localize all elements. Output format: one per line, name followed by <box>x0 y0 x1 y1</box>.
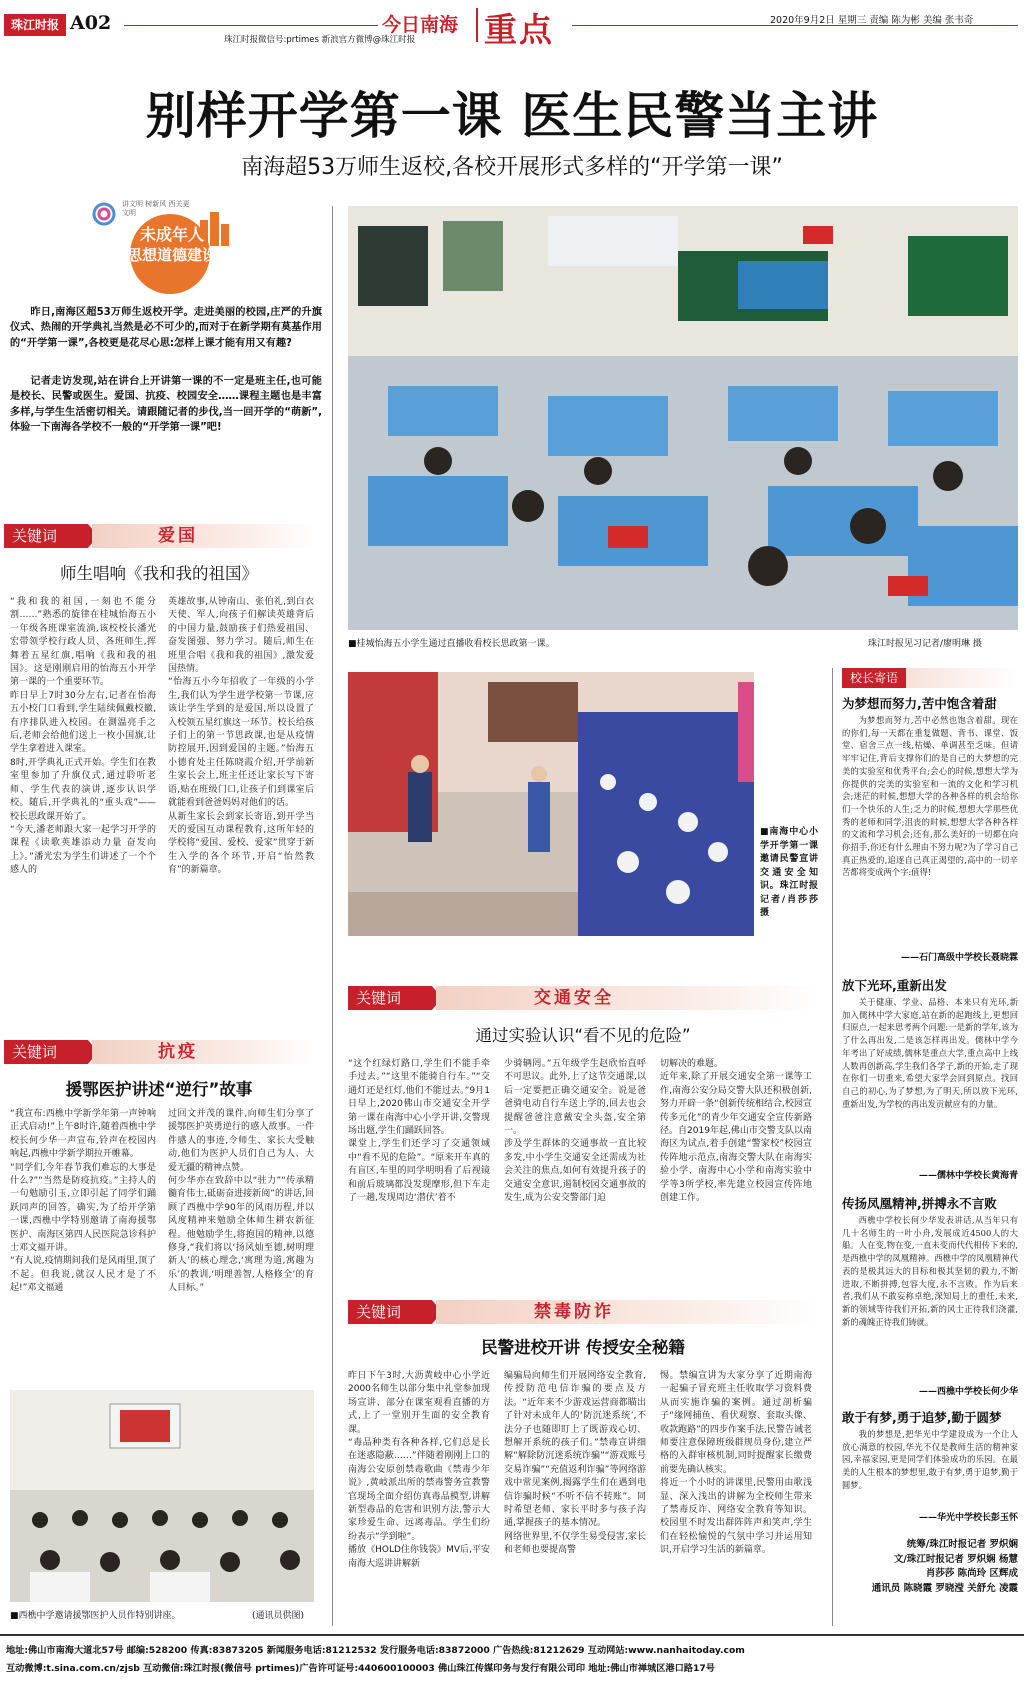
credit-line-3: 肖莎莎 陈尚玲 区辉成 <box>925 1568 1018 1579</box>
masthead <box>0 0 1024 50</box>
keyword-bar-drugs <box>348 1300 818 1324</box>
doctor-lecture-photo <box>10 1390 314 1602</box>
keyword-bar-traffic <box>348 986 818 1010</box>
keyword-band <box>436 1300 818 1324</box>
paper-logo: 珠江时报 <box>4 14 66 36</box>
keyword-tag: 关键词 <box>4 1040 88 1064</box>
intro-paragraph-2: 记者走访发现,站在讲台上开讲第一课的不一定是班主任,也可能是校长、民警或医生。爱国、抗疫、校园安全……课程主题也是丰富多样,与学生生活密切相关。请跟随记者的步伐,当一回开学的“萌新”,体验一下南海各学校不一般的“开学第一课”吧! <box>10 376 322 434</box>
wechat-line: 珠江时报微信号:prtimes 新浪官方微博@珠江时报 <box>224 35 416 45</box>
principal-tag: 校长寄语 <box>842 668 906 688</box>
keyword-topic: 爱国 <box>158 526 198 546</box>
masthead-rule-left <box>124 25 378 26</box>
antiepidemic-subhead: 援鄂医护讲述“逆行”故事 <box>65 1080 253 1099</box>
footer-line-1: 地址:佛山市南海大道北57号 邮编:528200 传真:83873205 新闻服务电话:81212532 发行服务电话:83872000 广告热线:81212629 互动网站:www.nanhaitoday.com <box>6 1645 745 1656</box>
doctor-photo-credit: (通讯员供图) <box>252 1611 305 1621</box>
patriotism-subhead: 师生唱响《我和我的祖国》 <box>60 564 258 583</box>
keyword-bar-patriotism <box>4 524 314 548</box>
auditorium-illustration <box>348 672 754 936</box>
drugs-col1: 昨日下午3时,大沥黄岐中心小学近2000名师生以部分集中礼堂参加现场宣讲、部分在课室观看直播的方式,上了一堂别开生面的安全教育课。 “毒品种类有各种各样,它们总是长在迷惑隐蔽……”伴随着刚刚上口的南海公安原创禁毒歌曲《禁毒少年说》,黄岐派出所的禁毒警务宣教警官现场全面介绍仿真毒品模型,讲解新型毒品的危害和识别方法,警示大家珍爱生命、远离毒品。学生们纷纷表示“学到啦”。 播放《HOLD住你钱袋》MV后,平安南海大巡讲讲解新 <box>348 1371 490 1569</box>
principal-a2-title: 放下光环,重新出发 <box>842 978 947 993</box>
principal-a3-sign: ——西樵中学校长何少华 <box>918 1387 1018 1397</box>
main-photo-caption: ■桂城怡海五小学生通过直播收看校长思政第一课。 <box>348 639 555 649</box>
classroom-illustration <box>348 206 1018 630</box>
traffic-col2: 少骑辆罔。”五年级学生赵欣怡直呼不可思议。此外,上了这节交通课,以后一定要把正确交通安全。说是爸爸骑电动自行车送上学的,回去也会提醒爸爸注意戴安全头盔,安全第一。 涉及学生群体的交通事故一直比较多发,中小学生交通安全还需成为社会关注的焦点,如何有效提升孩子的交通安全意识,遏制校园交通事故的发生,成为公安交警部门迫 <box>504 1059 646 1204</box>
logo-line1: 未成年人 <box>139 225 204 244</box>
credits-block <box>842 1538 1018 1596</box>
date-line: 2020年9月2日 星期三 责编 陈为彬 美编 张韦奇 <box>770 15 974 26</box>
principal-a3-body: 西樵中学校长何少华发表讲话,从当年只有几十名师生的一叶小舟,发展成近4500人的大船。人在变,物在变,一直未变而代代相传下来的,是西樵中学的凤凰精神。西樵中学的凤凰精神代表的是极其远大的目标和极其坚韧的毅力,不断进取,不断拼搏,包容大度,永不言败。作为后来者,我们从不敢妄称卓绝,深知局上的重任,未来,新的领域等待我们开拓,新的风士正待我们浇灌,新的魂魄正待我们铸就。 <box>842 1215 1018 1327</box>
section-small: 今日南海 <box>382 14 459 36</box>
lecture-hall-illustration <box>10 1390 314 1602</box>
keyword-topic: 禁毒防诈 <box>534 1302 614 1322</box>
main-classroom-photo <box>348 206 1018 630</box>
principal-tag-bar <box>842 668 1018 688</box>
headline-title: 别样开学第一课 医生民警当主讲 <box>145 87 879 145</box>
keyword-tag: 关键词 <box>4 524 88 548</box>
moral-education-logo <box>82 198 258 296</box>
principal-a1-title: 为梦想而努力,苦中饱含着甜 <box>842 696 997 711</box>
principal-a4-title: 敢于有梦,勇于追梦,勤于圆梦 <box>842 1410 1002 1425</box>
patriotism-col2: 英雄故事,从钟南山、张伯礼,到白衣天使、军人,向孩子们解读英雄背后的中国力量,鼓励孩子们热爱祖国、奋发图强、努力学习。随后,师生在班里合唱《我和我的祖国》,激发爱国热情。 “怡海五小今年招收了一年级的小学生,我们认为学生进学校第一节课,应该让学生学到的是爱国,所以设置了入校领五星红旗这一环节。校长给孩子们上的第一节思政课,也是从疫情防控展开,因到爱国的主题。”怡海五小德育处主任陈晓霞介绍,开学前新生家长会上,班主任还让家长写下寄语,贴在班级门口,让孩子们到课室后就能看到爸爸妈妈对他们的话。 从新生家长会到家长寄语,到开学当天的爱国互动课程教育,这所年轻的学校将“爱国、爱校、爱家”贯穿于新生入学的各个环节,开启“怡然教育”的新篇章。 <box>168 597 314 876</box>
drugs-col2: 编骗局向师生们开展网络安全教育,传授防范电信诈骗的要点及方法。“近年来不少游戏运营商都瞄出了针对未成年人的‘防沉迷系统’,不法分子也随即盯上了既游戏心切、想解开系统的孩子们。”禁毒宣讲细解“解除防沉迷系统诈骗”“游戏账号交易诈骗”“充值返利诈骗”等网络游戏中常见案例,揭露学生们在遇到电信诈骗时候“不听不信不转账”。同时希望老师、家长平时多与孩子沟通,掌握孩子的基本情况。 网络世界里,不仅学生易受侵害,家长和老师也要提高警 <box>504 1371 646 1556</box>
principal-a4-sign: ——华光中学校长彭玉怀 <box>918 1513 1018 1523</box>
drugs-col3: 惕。禁编宣讲为大家分享了近期南海一起骗子冒充班主任收取学习资料费从而实施诈骗的案例。通过剖析骗子“缘网捕鱼、看伏观察、套取头像、收款跑路”的四步作案手法,民警告诫老师要注意保障班级群规员身份,建立严格的入群审核机制,同时提醒家长缴费前要先确认核实。 将近一个小时的讲课里,民警用由歌浅显、深入浅出的讲解为全校师生带来了禁毒反诈、网络安全教育等知识。校园里不时发出群阵阵声和笑声,学生们在轻松愉悦的气氛中学习并运用知识,开启学习生活的新篇章。 <box>660 1371 812 1556</box>
footer <box>0 1634 1024 1681</box>
drugs-subhead: 民警进校开讲 传授安全秘籍 <box>481 1338 685 1357</box>
headline-subtitle: 南海超53万师生返校,各校开展形式多样的“开学第一课” <box>241 155 783 180</box>
traffic-col3: 切解决的难题。 近年来,除了开展交通安全第一课等工作,南海公安分局交警大队还积极创新,努力开辟一条“创新传统相结合,校园宣传多元化”的青少年交通安全宣传新路径。自2019年起,佛山市交警支队以南海区为试点,着手创建“警家校”校园宣传阵地示范点,南海交警大队在南海实验小学、南海中心小学和南海实验中学等3所学校,率先建立校园宣传阵地创建工作。 <box>660 1059 812 1204</box>
antiepidemic-col2: 过回文并茂的课件,向师生们分享了援鄂医护英勇逆行的感人故事。一件件感人的事迹,令师生、家长大受触动,他们为医护人员们自己为人、大爱无疆的精神点赞。 何少华亦在致辞中以“驻力”“传承精髓育伟士,砥砺奋进接新阅”的讲话,回顾了西樵中学90年的风雨历程,并以风度精神来勉励全体师生耕农新征程。他勉励学生,将抱国的精神,以德修身,“我们将以‘扬风灿至德,树明理新人’的核心理念,‘寓理为道,寓趣为乐’的教训,‘明理善智,人格修全’的育人目标。” <box>168 1109 314 1294</box>
column-rule-right <box>832 668 833 1626</box>
keyword-tag: 关键词 <box>348 1300 432 1324</box>
traffic-subhead: 通过实验认识“看不见的危险” <box>475 1026 691 1045</box>
principal-a1-body: 为梦想而努力,苦中必然也饱含着甜。现在的你们,每一天都在重复做题、背书、课堂、饭堂、宿舍三点一线,枯燥、单调甚至乏味。但请牢牢记住,背后支撑你们的是自己的大梦想的完美的实验室和优秀平台;会心的时候,想想大学为你提供的完美的实验室和一流的文化和学习机会;迷茫的时候,想想大学的各种各样的机会给你们一个快乐的人生;乏力的时候,想想大学那些优秀的老师和同学;沮丧的时候,想想大学各种各样的文流和学习机会;还有,那么美好的一切都在向你招手,你还有什么理由不努力呢?为了学习自己真正热爱的,追逐自己真正渴望的,高中的一切辛苦都将变成两个字:值得! <box>842 715 1018 878</box>
keyword-band <box>436 986 818 1010</box>
principal-a3-title: 传扬凤凰精神,拼搏永不言败 <box>842 1196 997 1211</box>
police-photo-caption: ■南海中心小学开学第一课邀请民警宣讲交通安全知识。珠江时报记者/肖莎莎 摄 <box>760 827 818 918</box>
section-divider <box>476 8 478 42</box>
doctor-photo-caption: ■西樵中学邀请援鄂医护人员作特别讲座。 <box>10 1611 181 1621</box>
page-number: A02 <box>70 12 112 34</box>
principal-a2-sign: ——儒林中学校长黄海青 <box>918 1171 1018 1181</box>
intro-paragraph-1: 昨日,南海区超53万师生返校开学。走进美丽的校园,庄严的升旗仪式、热闹的开学典礼当然是必不可少的,而对于在新学期有莫基作用的“开学第一课”,各校更是花尽心思:怎样上课才能有用又有趣? <box>10 307 322 349</box>
main-photo-credit: 珠江时报见习记者/廖明琳 摄 <box>868 639 982 649</box>
keyword-bar-antiepidemic <box>4 1040 314 1064</box>
principal-a1-sign: ——石门高级中学校长聂晓霖 <box>900 953 1018 963</box>
keyword-topic: 抗疫 <box>158 1042 198 1062</box>
footer-line-2: 互动微博:t.sina.com.cn/zjsb 互动微信:珠江时报(微信号 prtimes)广告许可证号:440600100003 佛山珠江传媒印务与发行有限公司印 地址:佛山市禅城区港口路17号 <box>6 1663 715 1674</box>
police-lecture-photo <box>348 672 754 936</box>
antiepidemic-col1: “我宣布:西樵中学新学年第一声钟响正式启动!”上午8时许,随着西樵中学校长何少华一声宣布,铃声在校园内响起,西樵中学新学期拉开帷幕。 “同学们,今年春节我们难忘的大事是什么?”“当然是防疫抗疫。”主持人的一句勉励引玉,立即引起了同学们踊跃同声的回答。确实,为了给开学第一课,西樵中学特别邀请了南海援鄂医护、南海区第四人民医院急诊科护士邓文福开讲。 “有人说,疫情期间我们是风雨里,顶了不起。但我说,就汉人民才是了不起!”邓文福通 <box>10 1109 156 1294</box>
keyword-topic: 交通安全 <box>534 988 614 1008</box>
traffic-col1: “这个红绿灯路口,学生们不能手牵手过去。”“这里不能骑自行车。”“交通灯还是红灯,他们不能过去。”9月1日早上,2020佛山市交通安全开学第一课在南海中心小学开讲,交警现场出题,学生们踊跃回答。 课堂上,学生们还学习了交通领域中“看不见的危险”。“原来开车真的有盲区,车里的同学明明看了后视镜和前后玻璃都没发现摩形,但下车走了一趟,发现周边‘潜伏’着不 <box>348 1059 490 1204</box>
keyword-band <box>92 524 314 548</box>
section-big: 重点 <box>484 10 554 49</box>
column-rule-left <box>332 206 333 1626</box>
principal-a2-body: 关于健康、学业、品格、本来只有光环,新加入儒林中学大家庭,站在新的起跑线上,更想回归原点,一起来思考两个问题:一是新的学年,该为了什么再出发,二是该怎样再出发。儒林中学今年考出了好成绩,儒林是重点大学,重点高中上线人数再创新高,学生我们各学子,新的开始,走了现在你们一切重来,希望大家学会回到原点。找回自己的初心,为了梦想,为了明天,所以放下光环,重新出发,为学校的再出发贡献应有的力量。 <box>842 997 1018 1109</box>
credit-line-4: 通讯员 陈晓霞 罗晓滢 关舒允 凌霞 <box>871 1582 1018 1594</box>
keyword-tag: 关键词 <box>348 986 432 1010</box>
keyword-band <box>92 1040 314 1064</box>
principal-a4-body: 我的梦想是,把华光中学建设成为一个让人放心满意的校园,华光不仅是教师生活的精神家园,幸福家园,更是同学们体验成功的乐园。在最美的人生根本的梦想里,敢于有梦,勇于追梦,勤于圆梦。 <box>842 1429 1018 1490</box>
logo-line2: 思想道德建设 <box>126 246 217 264</box>
credit-line-2: 文/珠江时报记者 罗炽娴 杨慧 <box>893 1553 1018 1565</box>
patriotism-col1: “我和我的祖国,一刻也不能分割……”熟悉的旋律在桂城怡海五小一年级各班课室流淌,该校校长潘光宏带领学校行政人员、各班师生,挥舞着五星红旗,唱响《我和我的祖国》。这是刚刚启用的怡海五小开学第一课的一个重要环节。 昨日早上7时30分左右,记者在怡海五小校门口看到,学生陆续佩戴校徽,有序排队进入校园。在測温亮手之后,老师会给他们送上一枚小国旗,让学生拿着进入课室。 8时,开学典礼正式开始。学生们在教室里参加了升旗仪式,通过聆听老师、学生代表的演讲,逐步认识学校。随后,开学典礼的“重头戏”——校长思政课开始了。 “今天,潘老师跟大家一起学习开学的课程《读歌英雄添动力量 奋发向上》。”潘光宏为学生们讲述了一个个感人的 <box>10 597 156 876</box>
logo-tagline: 讲文明 树新风 西关更 文明 <box>122 200 190 217</box>
credit-line-1: 统筹/珠江时报记者 罗炽娴 <box>906 1539 1018 1550</box>
